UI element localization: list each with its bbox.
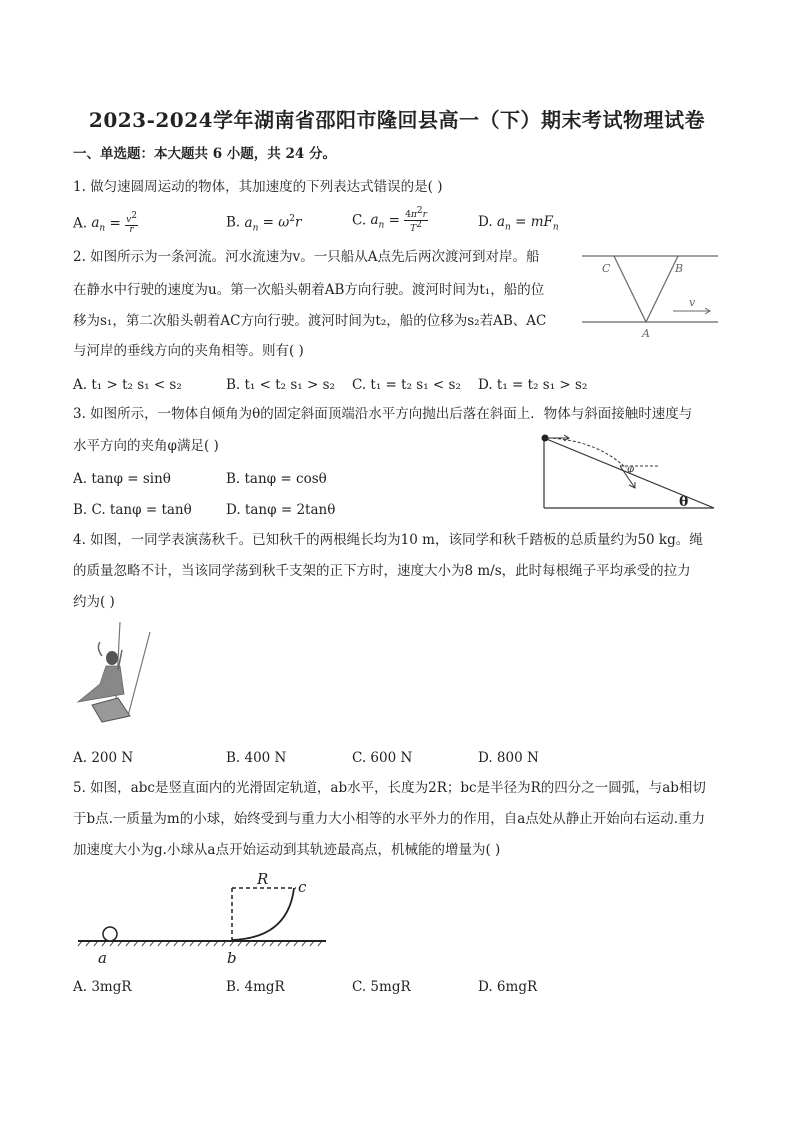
question-4-option-a: A. 200 N — [73, 750, 134, 766]
question-3-option-b: B. tanφ = cosθ — [226, 471, 327, 487]
river-crossing-figure — [578, 248, 723, 343]
question-2-line-2: 在静水中行驶的速度为u。第一次船头朝着AB方向行驶。渡河时间为t₁，船的位 — [73, 282, 545, 298]
path-ab — [646, 256, 678, 322]
question-5-line-2: 于b点.一质量为m的小球，始终受到与重力大小相等的水平外力的作用，自a点处从静止开始向右运动.重力 — [73, 811, 706, 827]
question-2-line-1: 2. 如图所示为一条河流。河水流速为v。一只船从A点先后两次渡河到对岸。船 — [73, 249, 540, 265]
question-1-stem: 1. 做匀速圆周运动的物体，其加速度的下列表达式错误的是( ) — [73, 179, 443, 195]
question-5-option-b: B. 4mgR — [226, 979, 285, 995]
section-heading: 一、单选题：本大题共 6 小题，共 24 分。 — [73, 146, 336, 162]
question-3-option-a: A. tanφ = sinθ — [73, 471, 171, 487]
option-d-label: D. — [478, 214, 493, 230]
question-3-line-1: 3. 如图所示，一物体自倾角为θ的固定斜面顶端沿水平方向抛出后落在斜面上．物体与斜面接触时速度与 — [73, 406, 693, 422]
page-title: 2023-2024学年湖南省邵阳市隆回县高一（下）期末考试物理试卷 — [88, 108, 706, 132]
label-phi: φ — [627, 464, 635, 475]
question-2-option-d: D. t₁ = t₂ s₁ > s₂ — [478, 377, 588, 393]
label-a: a — [98, 949, 107, 967]
projectile-ball — [542, 435, 549, 442]
label-theta: θ — [679, 494, 689, 510]
question-2-line-3: 移为s₁，第二次船头朝着AC方向行驶。渡河时间为t₂，船的位移为s₂若AB、AC — [73, 313, 547, 329]
question-3-option-d: D. tanφ = 2tanθ — [226, 502, 336, 518]
option-a-label: A. — [73, 215, 88, 232]
person-head — [106, 651, 118, 665]
question-1-option-b: B. $a_n = \omega^2r$ — [226, 214, 302, 234]
question-2-option-c: C. t₁ = t₂ s₁ < s₂ — [352, 377, 461, 393]
person-dress — [78, 666, 124, 702]
question-4-option-c: C. 600 N — [352, 750, 413, 766]
swing-rope-back — [128, 632, 150, 716]
question-4-line-2: 的质量忽略不计，当该同学荡到秋千支架的正下方时，速度大小为8 m/s，此时每根绳子平均承受的拉力 — [73, 563, 691, 579]
option-c-label: C. — [352, 212, 367, 229]
incline-projectile-figure — [538, 430, 718, 512]
question-5-option-a: A. 3mgR — [73, 979, 132, 995]
question-5-option-c: C. 5mgR — [352, 979, 411, 995]
path-ac — [614, 256, 646, 322]
option-b-label: B. — [226, 214, 241, 231]
question-1-option-c: C. $a_n$ = $\frac{4\pi^2r}{T^2}$ — [352, 206, 427, 235]
question-1-option-a: A. $a_n$ = $\frac{v^2}{r}$ — [73, 211, 137, 236]
question-4-line-3: 约为( ) — [73, 594, 115, 610]
label-v: v — [689, 296, 696, 309]
question-4-line-1: 4. 如图，一同学表演荡秋千。已知秋千的两根绳长均为10 m，该同学和秋千踏板的总质量约为50 kg。绳 — [73, 532, 703, 548]
question-5-line-3: 加速度大小为g.小球从a点开始运动到其轨迹最高点，机械能的增量为( ) — [73, 842, 501, 858]
question-4-option-d: D. 800 N — [478, 750, 539, 766]
question-2-option-b: B. t₁ < t₂ s₁ > s₂ — [226, 377, 335, 393]
label-a: A — [642, 327, 650, 340]
quarter-arc-bc — [232, 888, 294, 940]
trajectory — [548, 438, 626, 468]
label-b: b — [227, 949, 237, 967]
question-3-line-2: 水平方向的夹角φ满足( ) — [73, 438, 219, 454]
question-4-option-b: B. 400 N — [226, 750, 287, 766]
question-3-option-c: B. C. tanφ = tanθ — [73, 502, 192, 518]
ball — [103, 927, 117, 941]
question-5-line-1: 5. 如图，abc是竖直面内的光滑固定轨道，ab水平，长度为2R；bc是半径为R的四分之一圆弧，与ab相切 — [73, 780, 706, 796]
question-2-line-4: 与河岸的垂线方向的夹角相等。则有( ) — [73, 343, 304, 359]
swing-seat — [92, 698, 130, 722]
label-c: C — [602, 262, 611, 275]
label-c: c — [298, 878, 307, 896]
label-r: R — [257, 870, 269, 888]
question-1-option-d: D. $a_n = mF_n$ — [478, 214, 559, 233]
label-b: B — [675, 262, 684, 275]
track-figure — [76, 868, 332, 968]
question-5-option-d: D. 6mgR — [478, 979, 538, 995]
question-2-option-a: A. t₁ > t₂ s₁ < s₂ — [73, 377, 182, 393]
swing-figure — [72, 620, 154, 725]
